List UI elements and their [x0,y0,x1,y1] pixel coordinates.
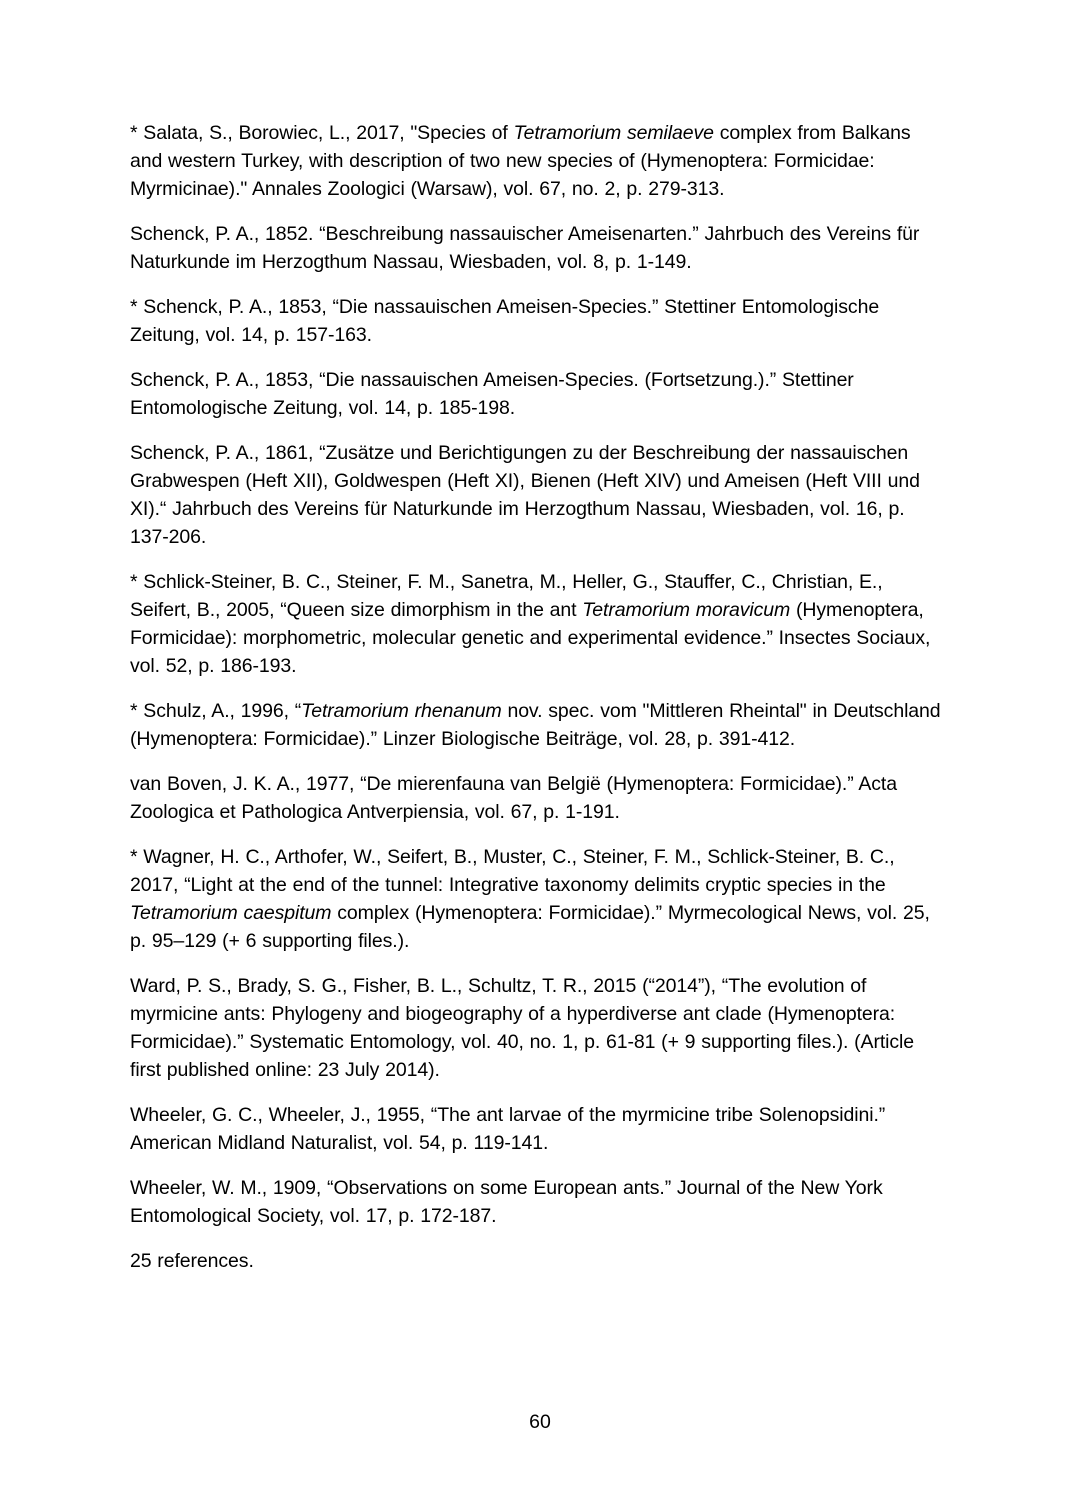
references-list [130,119,944,1292]
reference-entry [130,439,944,551]
reference-entry [130,1101,944,1157]
reference-entry [130,697,944,753]
reference-text: van Boven, J. K. A., 1977, “De mierenfauna van België (Hymenoptera: Formicidae).” Acta Zoologica et Pathologica Antverpiensia, vol. 67, p. 1-191. [130,773,897,823]
reference-entry [130,972,944,1084]
reference-text: complex (Hymenoptera: Formicidae).” Myrmecological News, vol. 25, p. 95–129 (+ 6 supporting files.). [130,902,930,952]
reference-text: complex from Balkans and western Turkey, with description of two new species of (Hymenoptera: Formicidae: Myrmicinae)." Annales Zoologici (Warsaw), vol. 67, no. 2, p. 279-313. [130,122,911,200]
reference-text: Schenck, P. A., 1861, “Zusätze und Berichtigungen zu der Beschreibung der nassauischen Grabwespen (Heft XII), Goldwespen (Heft XI), Bienen (Heft XIV) und Ameisen (Heft VIII und XI).“ Jahrbuch des Vereins für Naturkunde im Herzogthum Nassau, Wiesbaden, vol. 16, p. 137-206. [130,442,920,548]
reference-text-italic: Tetramorium rhenanum [301,700,502,722]
reference-text: Wheeler, W. M., 1909, “Observations on some European ants.” Journal of the New York Entomological Society, vol. 17, p. 172-187. [130,1177,883,1227]
reference-text-italic: Tetramorium semilaeve [513,122,714,144]
reference-text: Wheeler, G. C., Wheeler, J., 1955, “The ant larvae of the myrmicine tribe Solenopsidini.” American Midland Naturalist, vol. 54, p. 119-141. [130,1104,886,1154]
page-number: 60 [529,1411,551,1433]
reference-text: (Hymenoptera, Formicidae): morphometric, molecular genetic and experimental evidence.” Insectes Sociaux, vol. 52, p. 186-193. [130,599,931,677]
reference-text: * Salata, S., Borowiec, L., 2017, "Species of [130,122,514,144]
reference-entry [130,843,944,955]
reference-text: * Wagner, H. C., Arthofer, W., Seifert, B., Muster, C., Steiner, F. M., Schlick-Steiner, B. C., 2017, “Light at the end of the tunnel: Integrative taxonomy delimits cryptic species in the [130,846,895,896]
reference-text: Schenck, P. A., 1852. “Beschreibung nassauischer Ameisenarten.” Jahrbuch des Vereins für Naturkunde im Herzogthum Nassau, Wiesbaden, vol. 8, p. 1-149. [130,223,920,273]
reference-text: * Schlick-Steiner, B. C., Steiner, F. M., Sanetra, M., Heller, G., Stauffer, C., Christian, E., Seifert, B., 2005, “Queen size dimorphism in the ant [130,571,883,621]
reference-text: Schenck, P. A., 1853, “Die nassauischen Ameisen-Species. (Fortsetzung.).” Stettiner Entomologische Zeitung, vol. 14, p. 185-198. [130,369,854,419]
references-count: 25 references. [130,1250,254,1272]
reference-text-italic: Tetramorium caespitum [130,902,332,924]
reference-text-italic: Tetramorium moravicum [582,599,791,621]
reference-entry [130,770,944,826]
reference-text: nov. spec. vom "Mittleren Rheintal" in Deutschland (Hymenoptera: Formicidae).” Linzer Biologische Beiträge, vol. 28, p. 391-412. [130,700,941,750]
reference-entry [130,568,944,680]
reference-entry [130,220,944,276]
reference-text: * Schenck, P. A., 1853, “Die nassauischen Ameisen-Species.” Stettiner Entomologische Zeitung, vol. 14, p. 157-163. [130,296,880,346]
reference-text: Ward, P. S., Brady, S. G., Fisher, B. L., Schultz, T. R., 2015 (“2014”), “The evolution of myrmicine ants: Phylogeny and biogeography of a hyperdiverse ant clade (Hymenoptera: Formicidae).” Systematic Entomology, vol. 40, no. 1, p. 61-81 (+ 9 supporting files.). (Article first published online: 23 July 2014). [130,975,915,1081]
reference-entry [130,293,944,349]
reference-entry [130,366,944,422]
reference-text: * Schulz, A., 1996, “ [130,700,302,722]
reference-entry [130,119,944,203]
reference-entry [130,1174,944,1230]
